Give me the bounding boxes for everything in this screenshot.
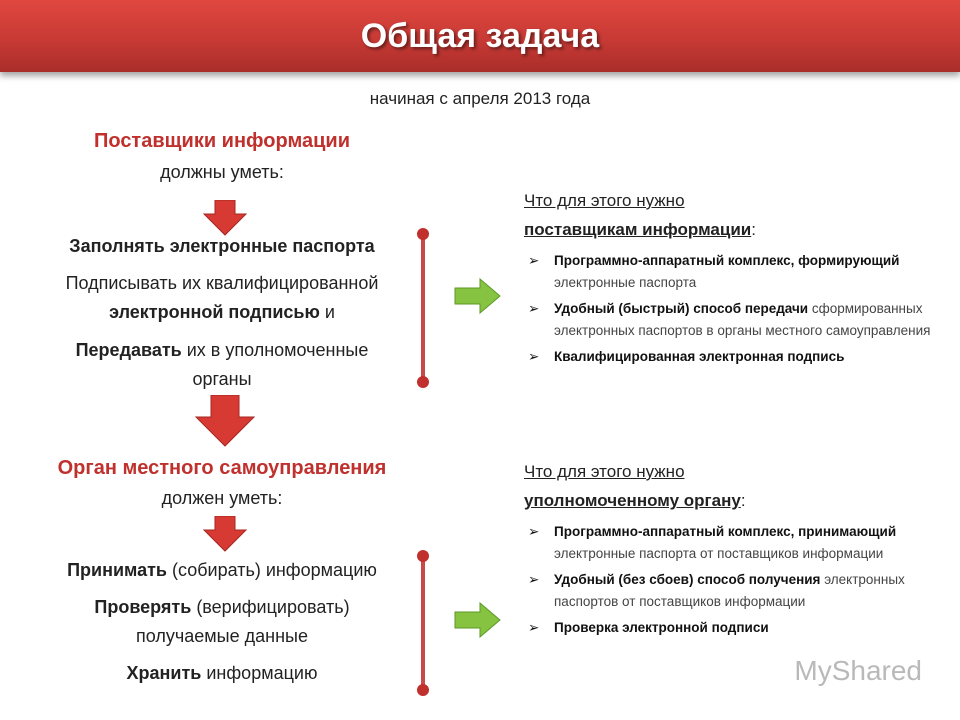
bold-text: Квалифицированная электронная подпись	[554, 349, 845, 364]
suppliers-line4	[20, 339, 424, 361]
arrow-down-icon	[202, 516, 248, 552]
colon: :	[751, 220, 756, 239]
authority-heading: Орган местного самоуправления	[57, 457, 387, 479]
bracket-dot	[417, 228, 429, 240]
authority-line3: получаемые данные	[136, 626, 308, 646]
needs-heading-line2: поставщикам информации	[524, 220, 752, 239]
bracket-dot	[417, 550, 429, 562]
suppliers-line2: Подписывать их квалифицированной	[65, 273, 379, 293]
arrow-right-icon	[454, 602, 502, 638]
list-item	[524, 617, 944, 639]
bold-text: Удобный (быстрый) способ передачи	[554, 301, 809, 316]
arrow-down-icon	[202, 200, 248, 236]
arrow-down-large-icon	[194, 395, 256, 447]
authority-line1	[20, 559, 424, 581]
suppliers-needs	[524, 186, 944, 372]
text: (верифицировать)	[191, 597, 350, 617]
needs-heading-line2: уполномоченному органу	[524, 491, 741, 510]
subtitle: начиная с апреля 2013 года	[369, 89, 591, 108]
text: электронные паспорта	[554, 275, 697, 290]
needs-heading-line1: Что для этого нужно	[524, 191, 685, 210]
bracket-dot	[417, 376, 429, 388]
list-item	[524, 346, 944, 368]
suppliers-line1: Заполнять электронные паспорта	[69, 236, 375, 256]
list-item	[524, 298, 944, 342]
authority-needs	[524, 457, 944, 643]
watermark: MyShared	[794, 655, 922, 686]
text: (собирать) информацию	[167, 560, 377, 580]
suppliers-line5: органы	[192, 369, 252, 389]
title-bar	[0, 0, 960, 72]
bullet-icon: ➢	[528, 524, 540, 539]
needs-list	[524, 250, 944, 368]
text: электронные паспорта от поставщиков информации	[554, 546, 884, 561]
bold-text: Проверка электронной подписи	[554, 620, 769, 635]
colon: :	[740, 491, 746, 510]
text: их в уполномоченные	[181, 340, 369, 360]
bold-text: Принимать	[67, 560, 167, 580]
suppliers-must: должны уметь:	[160, 162, 284, 182]
suppliers-heading: Поставщики информации	[93, 130, 350, 152]
authority-line4	[20, 662, 424, 684]
authority-must: должен уметь:	[161, 488, 283, 508]
needs-heading-line1: Что для этого нужно	[524, 462, 685, 481]
bold-text: Удобный (без сбоев) способ получения	[554, 572, 821, 587]
bracket-line	[421, 234, 425, 382]
bold-text: Проверять	[94, 597, 192, 617]
bold-text: Программно-аппаратный комплекс, принимающий	[554, 524, 897, 539]
bullet-icon: ➢	[528, 620, 540, 635]
bullet-icon: ➢	[528, 572, 540, 587]
list-item	[524, 521, 944, 565]
bold-text: Хранить	[126, 663, 202, 683]
needs-list	[524, 521, 944, 639]
bullet-icon: ➢	[528, 349, 540, 364]
bold-text: электронной подписью	[109, 302, 320, 322]
bracket-dot	[417, 684, 429, 696]
bold-text: Передавать	[75, 340, 182, 360]
slide-title: Общая задача	[360, 16, 600, 55]
text: сформированных электронных паспортов в органы местного самоуправления	[554, 301, 931, 338]
bullet-icon: ➢	[528, 253, 540, 268]
suppliers-line3	[20, 301, 424, 323]
text: и	[319, 302, 335, 322]
list-item	[524, 250, 944, 294]
text: электронных паспортов от поставщиков информации	[554, 572, 905, 609]
bracket-line	[421, 556, 425, 690]
list-item	[524, 569, 944, 613]
bullet-icon: ➢	[528, 301, 540, 316]
text: информацию	[201, 663, 318, 683]
arrow-right-icon	[454, 278, 502, 314]
bold-text: Программно-аппаратный комплекс, формирующий	[554, 253, 900, 268]
authority-line2	[20, 596, 424, 618]
